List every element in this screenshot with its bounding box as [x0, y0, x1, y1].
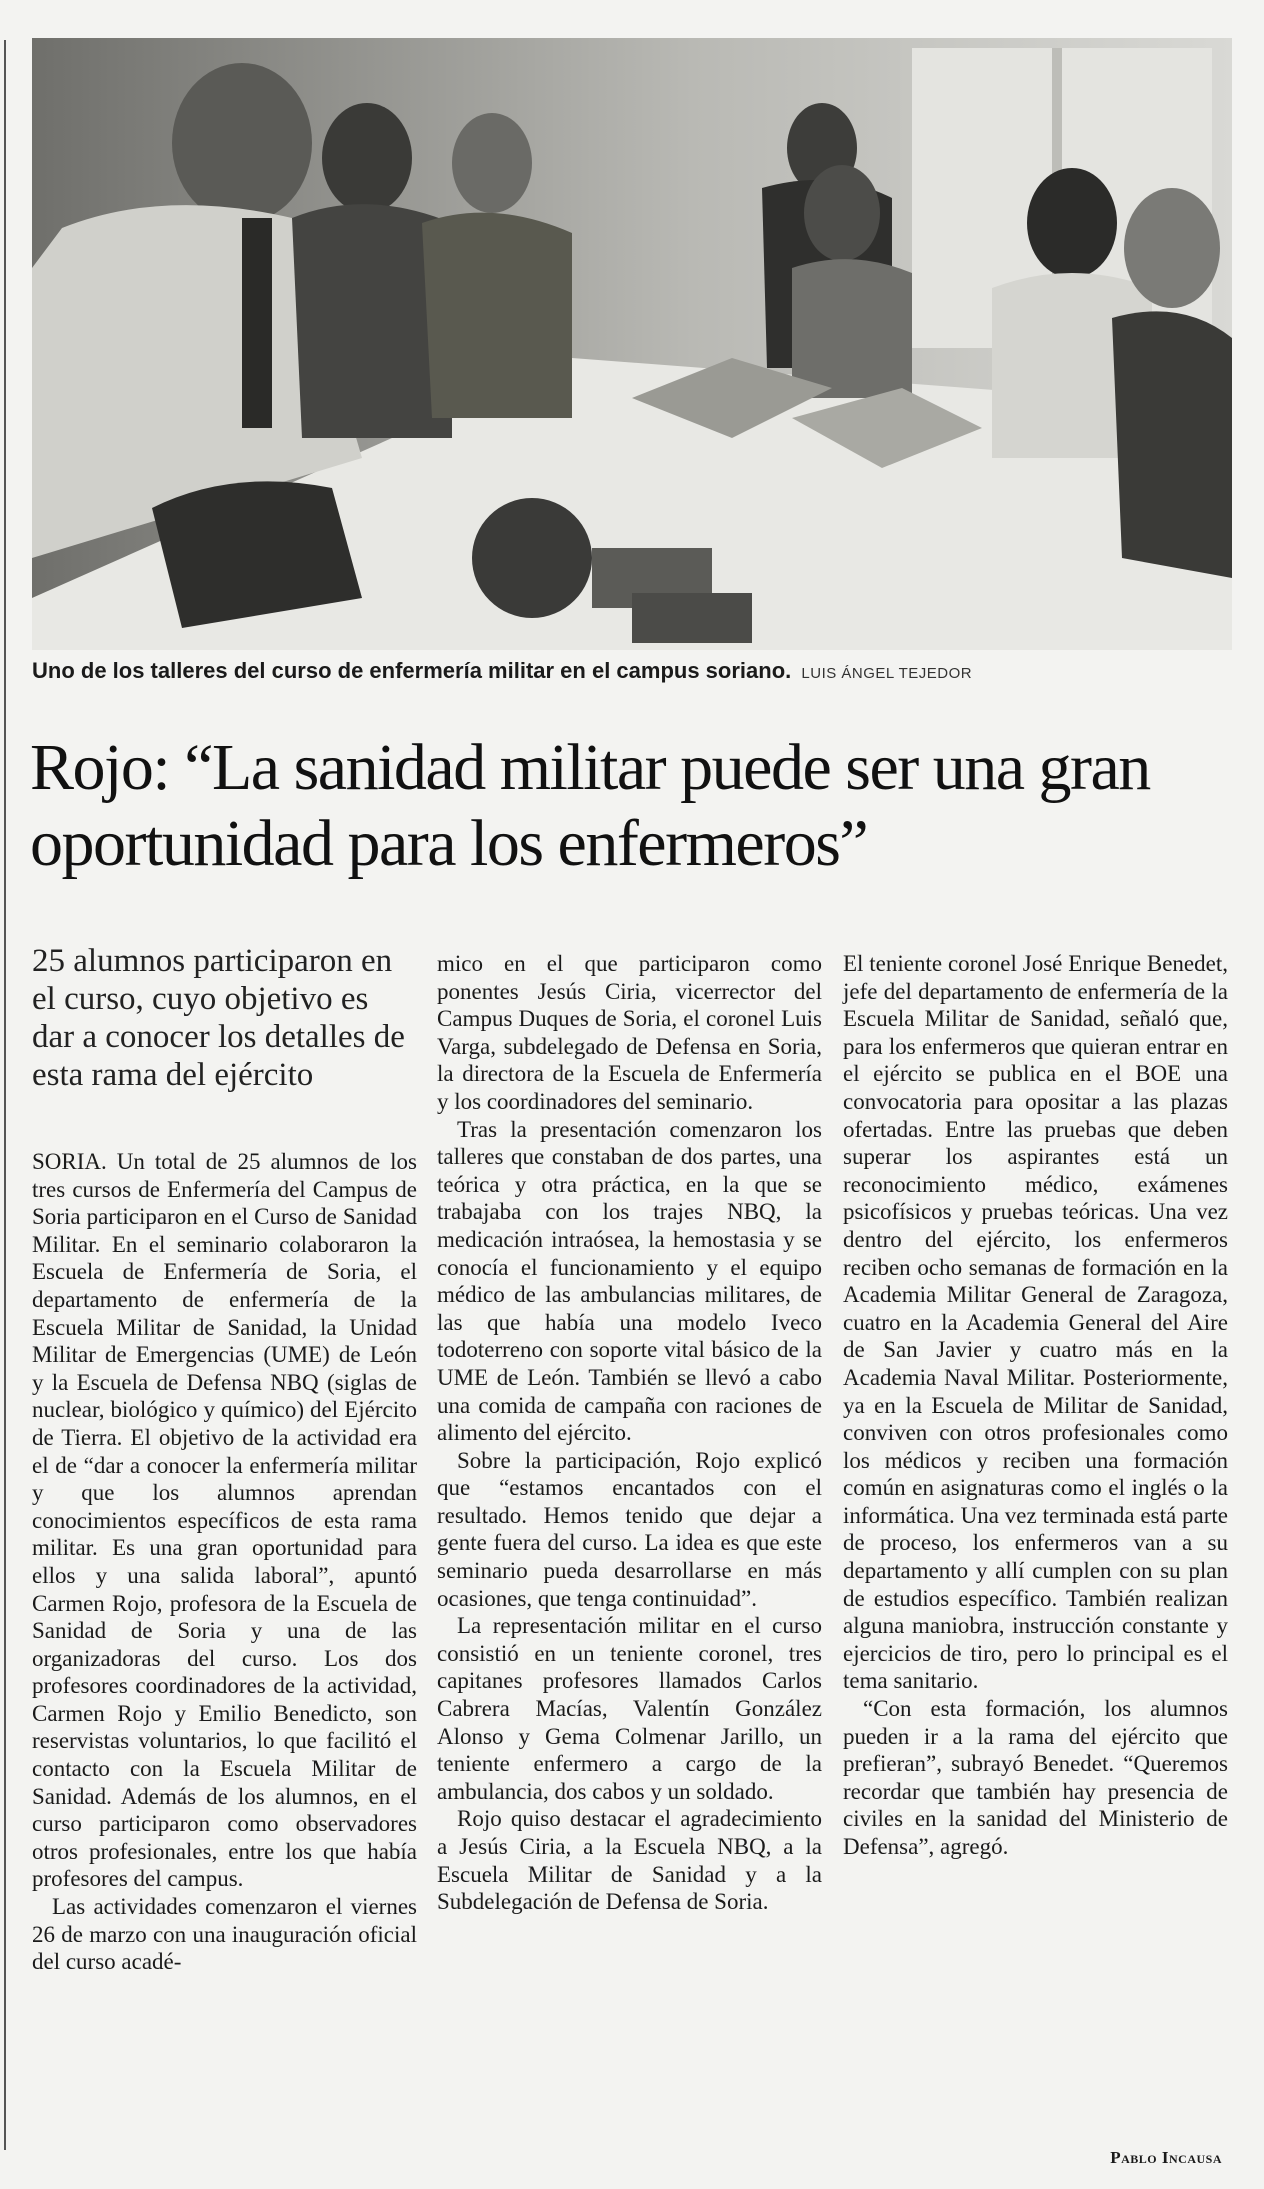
- news-photo: [32, 38, 1232, 650]
- headline: Rojo: “La sanidad militar puede ser una gran oportunidad para los enfermeros”: [30, 731, 1150, 880]
- paragraph: SORIA. Un total de 25 alumnos de los tres cursos de Enfermería del Campus de Soria participaron en el Curso de Sanidad Militar. En el seminario colaboraron la Escuela de Enfermería de Soria, el departamento de enfermería de la Escuela Militar de Sanidad, la Unidad Militar de Emergencias (UME) de León y la Escuela de Defensa NBQ (siglas de nuclear, biológico y químico) del Ejército de Tierra. El objetivo de la actividad era el de “dar a conocer la enfermería militar y que los alumnos aprendan conocimientos específicos de esta rama militar. Es una gran oportunidad para ellos y una salida laboral”, apuntó Carmen Rojo, profesora de la Escuela de Sanidad de Soria y una de las organizadoras del curso. Los dos profesores coordinadores de la actividad, Carmen Rojo y Emilio Benedicto, son reservistas voluntarios, lo que facilitó el contacto con la Escuela Militar de Sanidad. Además de los alumnos, en el curso participaron como observadores otros profesionales, entre los que había profesores del campus.: [32, 1149, 417, 1892]
- article-column-1: [32, 1148, 417, 1976]
- paragraph: Sobre la participación, Rojo explicó que “estamos encantados con el resultado. Hemos tenido que dejar a gente fuera del curso. La idea es que este seminario pueda desarrollarse en más ocasiones, que tenga continuidad”.: [437, 1447, 822, 1611]
- photo-caption: [32, 656, 1232, 686]
- page-left-rule: [4, 40, 6, 2150]
- photo-credit: LUIS ÁNGEL TEJEDOR: [801, 665, 973, 682]
- paragraph: “Con esta formación, los alumnos pueden ir a la rama del ejército que prefieran”, subrayó Benedet. “Queremos recordar que también hay presencia de civiles en la sanidad del Ministerio de Defensa”, agregó.: [843, 1696, 1228, 1859]
- paragraph: Tras la presentación comenzaron los talleres que constaban de dos partes, una teórica y otra práctica, en la que se trabajaba con los trajes NBQ, la medicación intraósea, la hemostasia y se conocía el funcionamiento y el equipo médico de las ambulancias militares, de las que había una modelo Iveco todoterreno con soporte vital básico de la UME de León. También se llevó a cabo una comida de campaña con raciones de alimento del ejército.: [437, 1116, 822, 1446]
- paragraph: mico en el que participaron como ponentes Jesús Ciria, vicerrector del Campus Duques de Soria, el coronel Luis Varga, subdelegado de Defensa en Soria, la directora de la Escuela de Enfermería y los coordinadores del seminario.: [437, 951, 822, 1114]
- article-column-3: [843, 950, 1228, 1861]
- paragraph: El teniente coronel José Enrique Benedet, jefe del departamento de enfermería de la Escuela Militar de Sanidad, señaló que, para los enfermeros que quieran entrar en el ejército se publica en el BOE una convocatoria para opositar a las plazas ofertadas. Entre las pruebas que deben superar los aspirantes está un reconocimiento médico, exámenes psicofísicos y pruebas teóricas. Una vez dentro del ejército, los enfermeros reciben ocho semanas de formación en la Academia Militar General de Zaragoza, cuatro en la Academia General del Aire de San Javier y cuatro más en la Academia Naval Militar. Posteriormente, ya en la Escuela de Militar de Sanidad, conviven con otros profesionales como los médicos y reciben una formación común en asignaturas como el inglés o la informática. Una vez terminada está parte de proceso, los enfermeros van a su departamento y allí cumplen con su plan de estudios específico. También realizan alguna maniobra, instrucción constante y ejercicios de tiro, pero lo principal es el tema sanitario.: [843, 951, 1228, 1694]
- lede-subheadline: 25 alumnos participaron en el curso, cuyo objetivo es dar a conocer los detalles de esta rama del ejército: [32, 943, 405, 1093]
- byline: Pablo Incausa: [1110, 2148, 1222, 2167]
- paragraph: Las actividades comenzaron el viernes 26 de marzo con una inauguración oficial del curso acadé-: [32, 1894, 417, 1975]
- paragraph: Rojo quiso destacar el agradecimiento a Jesús Ciria, a la Escuela NBQ, a la Escuela Militar de Sanidad y a la Subdelegación de Defensa de Soria.: [437, 1806, 822, 1915]
- paragraph: La representación militar en el curso consistió en un teniente coronel, tres capitanes profesores llamados Carlos Cabrera Macías, Valentín González Alonso y Gema Colmenar Jarillo, un teniente enfermero a cargo de la ambulancia, dos cabos y un soldado.: [437, 1613, 822, 1804]
- article-column-2: [437, 950, 822, 1916]
- caption-text: Uno de los talleres del curso de enfermería militar en el campus soriano.: [32, 658, 792, 683]
